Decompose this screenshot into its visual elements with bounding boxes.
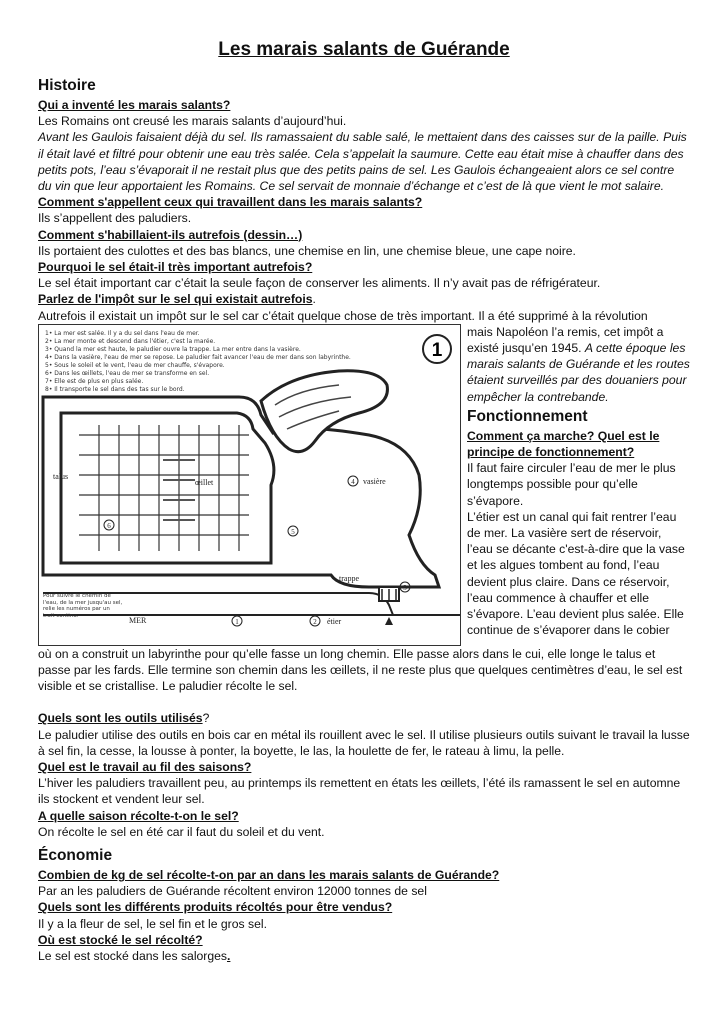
answer-outils: Le paludier utilise des outils en bois car en métal ils rouillent avec le sel. Il utilise plusieurs outils suivant le travail la lusse à sel fin, la cesse, la lousse à ponter, la boyette, le las, la houlette de fer, le rateau à limu, la pelle. xyxy=(38,727,690,758)
question-quantite: Combien de kg de sel récolte-t-on par an dans les marais salants de Guérande? xyxy=(38,868,500,883)
answer-stockage-line xyxy=(38,948,690,964)
answer-gaulois: Avant les Gaulois faisaient déjà du sel. Ils ramassaient du sable salé, le mettaient dans des caisses sur de la paille. Puis il était lavé et filtré pour obtenir une eau très salée. Cela s’appelait la saumure. Cette eau était mise à chauffer dans des petits pots, l’eau s’évaporait il ne restait plus que des petits pains de sel. Les Gaulois échangeaient alors ce sel contre du vin que leur apportaient les Romains. Ce sel servait de monnaie d’échange et c’est de là que vient le mot salaire. xyxy=(38,130,687,194)
legend-line-4: 4• Dans la vasière, l'eau de mer se repose. Le paludier fait avancer l'eau de mer dans son labyrinthe. xyxy=(45,353,351,361)
question-invention: Qui a inventé les marais salants? xyxy=(38,98,231,112)
legend-line-5: 5• Sous le soleil et le vent, l'eau de mer chauffe, s'évapore. xyxy=(45,361,225,369)
answer-produits: Il y a la fleur de sel, le sel fin et le gros sel. xyxy=(38,916,267,931)
question-paludiers: Comment s'appellent ceux qui travaillent dans les marais salants? xyxy=(38,195,423,210)
page-title: Les marais salants de Guérande xyxy=(218,39,510,60)
document-page xyxy=(38,38,690,964)
answer-labyrinthe: où on a construit un labyrinthe pour qu’elle fasse un long chemin. Elle passe alors dans le cui, elle longe le talus et passe par les fards. Elle termine son chemin dans les œillets, il ne reste plus que quelques centimètres d’eau, le sel est visible et se cristallise. Le paludier récolte le sel. xyxy=(38,646,683,694)
num-6: 6 xyxy=(107,521,111,530)
answer-saisons: L’hiver les paludiers travaillent peu, au printemps ils remettent en états les œillets, l’été ils ramassent le sel en automne ils stockent et vendent leur sel. xyxy=(38,776,681,807)
section-heading-histoire: Histoire xyxy=(38,77,96,94)
vasiere-shape xyxy=(261,371,387,452)
marais-diagram-svg xyxy=(39,325,460,645)
legend-line-2: 2• La mer monte et descend dans l'étier, c'est la marée. xyxy=(45,337,216,345)
label-etier: étier xyxy=(327,616,342,626)
answer-impot-italic: A cette époque les marais salants de Guérande et les routes étaient surveillés par des douaniers pour empêcher la contrebande. xyxy=(467,341,690,404)
num-etier: 2 xyxy=(313,617,317,626)
oeillets-grid xyxy=(79,425,249,551)
question-impot: Parlez de l'impôt sur le sel qui existait autrefois xyxy=(38,292,313,307)
answer-habits: Ils portaient des culottes et des bas blancs, une chemise en lin, une chemise bleue, une cape noire. xyxy=(38,243,576,258)
answer-paludiers: Ils s’appellent des paludiers. xyxy=(38,211,192,226)
answer-stockage-period: . xyxy=(227,949,231,964)
question-outils-mark: ? xyxy=(202,711,210,726)
trappe-arrow xyxy=(385,617,393,625)
question-habits: Comment s'habillaient-ils autrefois (dessin…) xyxy=(38,227,303,242)
question-saisons: Quel est le travail au fil des saisons? xyxy=(38,760,252,775)
answer-recolte: On récolte le sel en été car il faut du soleil et du vent. xyxy=(38,824,325,839)
section-heading-fonctionnement: Fonctionnement xyxy=(467,407,588,425)
question-impot-period: . xyxy=(312,292,316,307)
answer-impot-cont: mais Napoléon l’a remis, cet impôt a existé jusqu’en 1945. xyxy=(467,324,664,356)
num-vasiere: 4 xyxy=(351,477,355,486)
legend-line-1: 1• La mer est salée. Il y a du sel dans l'eau de mer. xyxy=(45,329,200,337)
answer-importance: Le sel était important car c’était la seule façon de conserver les aliments. Il n’y avait pas de réfrigérateur. xyxy=(38,276,601,291)
label-oeillet: œillet xyxy=(195,477,214,487)
legend-line-6: 6• Dans les œillets, l'eau de mer se transforme en sel. xyxy=(45,369,210,377)
num-mer: 1 xyxy=(235,617,239,626)
diagram-and-column xyxy=(38,324,690,652)
question-principe: Comment ça marche? Quel est le principe de fonctionnement? xyxy=(467,428,660,460)
answer-etier: L’étier est un canal qui fait rentrer l’eau de mer. La vasière sert de réservoir, l’eau se décante c'est-à-dire que la vase et les algues tombent au fond, l’eau devient plus claire. Dans ce réservoir, l’eau commence à chauffer et elle s’évapore. L’eau devient plus salée. Elle continue de s’évaporer dans le cobier xyxy=(467,509,685,638)
answer-quantite: Par an les paludiers de Guérande récoltent environ 12000 tonnes de sel xyxy=(38,884,427,899)
question-outils: Quels sont les outils utilisés xyxy=(38,711,203,726)
question-impot-line xyxy=(38,291,690,307)
right-column xyxy=(467,324,690,639)
answer-stockage: Le sel est stocké dans les salorges xyxy=(38,949,228,964)
answer-invention: Les Romains ont creusé les marais salants d’aujourd’hui. xyxy=(38,114,347,129)
legend-line-3: 3• Quand la mer est haute, le paludier ouvre la trappe. La mer entre dans la vasière. xyxy=(45,345,301,353)
label-trappe: trappe xyxy=(339,573,359,583)
answer-impot: Autrefois il existait un impôt sur le sel car c’était quelque chose de très important. Il a été supprimé à la révolution xyxy=(38,308,648,323)
question-stockage: Où est stocké le sel récolté? xyxy=(38,932,203,947)
legend-line-7: 7• Elle est de plus en plus salée. xyxy=(45,377,144,385)
spacer xyxy=(38,694,690,710)
section-heading-economie: Économie xyxy=(38,847,113,865)
label-talus: talus xyxy=(53,471,69,481)
answer-impot-suite xyxy=(467,324,690,405)
label-vasiere: vasière xyxy=(363,476,386,486)
label-mer: MER xyxy=(129,615,147,625)
diagram-number: 1 xyxy=(431,339,443,361)
legend-line-8: 8• Il transporte le sel dans des tas sur le bord. xyxy=(45,385,185,393)
answer-principe: Il faut faire circuler l’eau de mer le plus longtemps possible pour qu’elle s’évapore. xyxy=(467,461,676,508)
question-recolte: A quelle saison récolte-t-on le sel? xyxy=(38,808,239,823)
question-outils-line xyxy=(38,710,690,726)
num-trappe: 3 xyxy=(403,583,407,592)
question-importance: Pourquoi le sel était-il très important autrefois? xyxy=(38,260,313,275)
marais-diagram xyxy=(38,324,461,646)
talus-wall xyxy=(43,397,439,587)
side-note: Pour suivre le chemin de l'eau, de la mer jusqu'au sel, relie les numéros par un trait continu. xyxy=(43,592,123,619)
question-produits: Quels sont les différents produits récoltés pour être vendus? xyxy=(38,900,393,915)
num-5: 5 xyxy=(291,527,295,536)
